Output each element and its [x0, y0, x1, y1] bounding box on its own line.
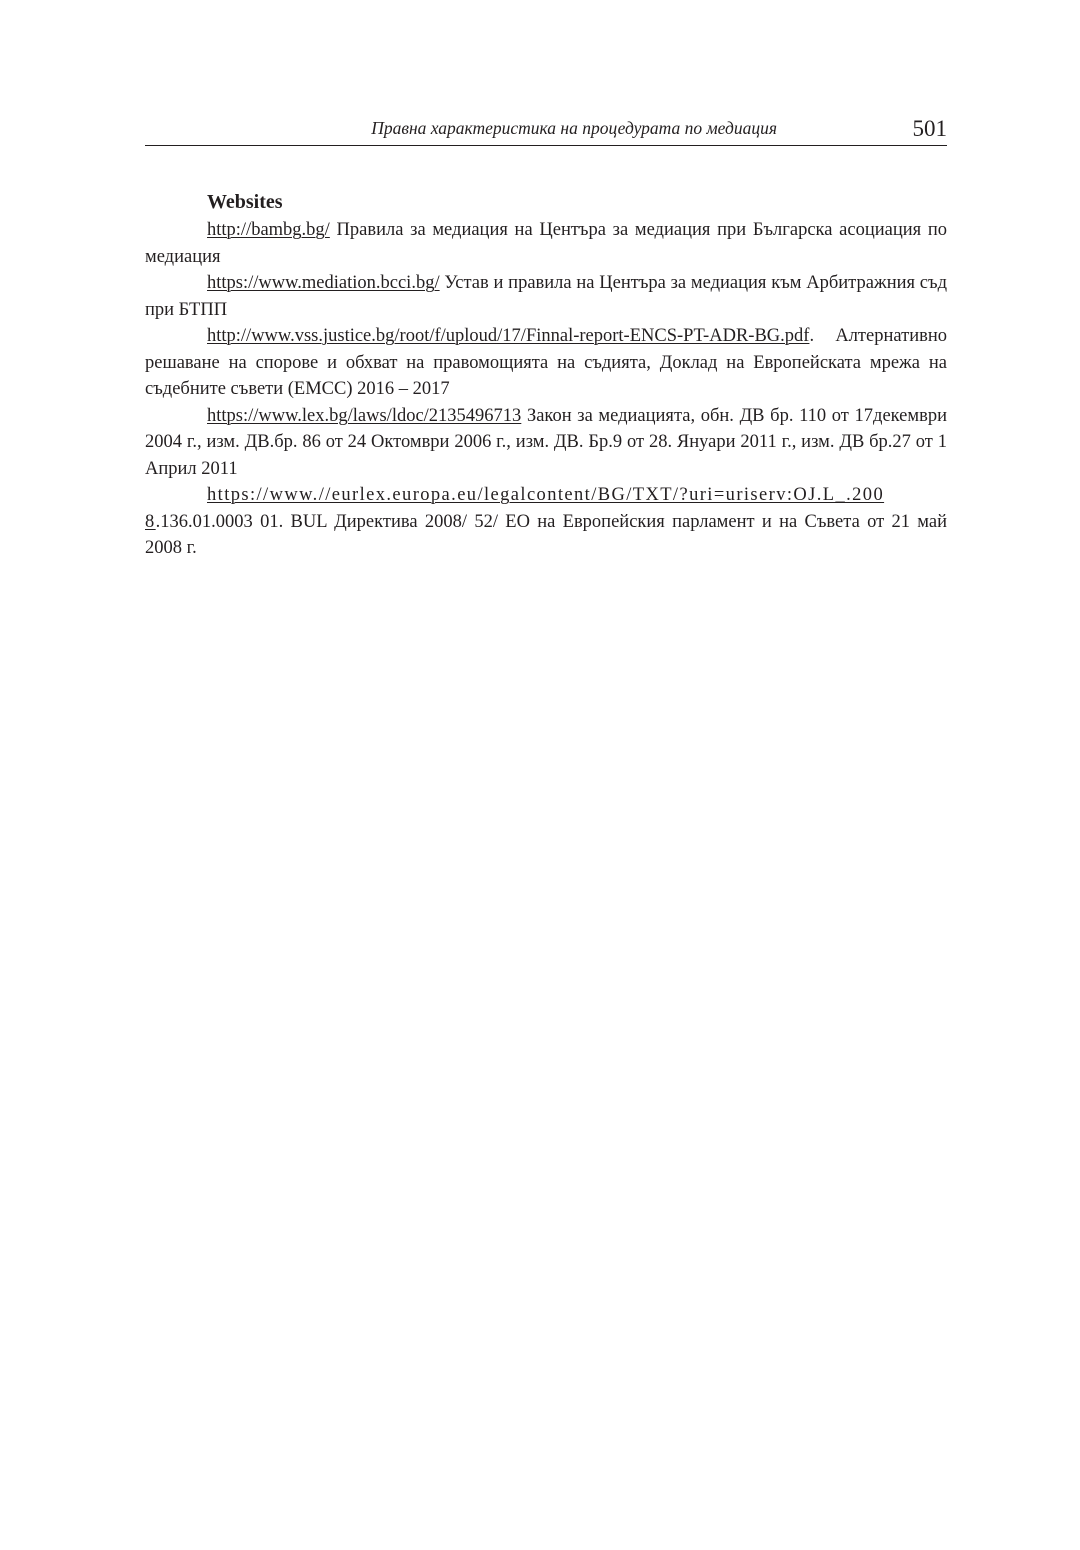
reference-entry	[145, 323, 947, 403]
running-title: Правна характеристика на процедурата по медиация	[371, 118, 777, 138]
reference-link[interactable]: http://www.vss.justice.bg/root/f/uploud/17/Finnal-report-ENCS-PT-ADR-BG.pdf	[207, 326, 810, 346]
reference-link[interactable]: https://www.//eurlex.europa.eu/legalcontent/BG/TXT/?uri=uriserv:OJ.L_.2008	[145, 485, 885, 532]
reference-entry	[145, 403, 947, 483]
reference-description: . Алтернативно решаване на спорове и обхват на правомощията на съдията, Доклад на Европейската мрежа на съдебните съвети (ЕМСС) 2016 – 2017	[145, 326, 947, 399]
reference-entry	[145, 217, 947, 270]
reference-link[interactable]: https://www.lex.bg/laws/ldoc/2135496713	[207, 405, 522, 426]
section-heading: Websites	[207, 191, 283, 213]
reference-description: Устав и правила на Центъра за медиация към Арбитражния съд при БТПП	[145, 273, 947, 320]
reference-entry	[145, 270, 947, 323]
websites-section	[145, 190, 947, 562]
reference-description: .136.01.0003 01. BUL Директива 2008/ 52/ ЕО на Европейския парламент и на Съвета от 21 май 2008 г.	[145, 511, 947, 558]
reference-entry	[145, 482, 947, 562]
reference-description: Правила за медиация на Центъра за медиация при Българска асоциация по медиация	[145, 220, 947, 267]
page-header	[145, 112, 947, 146]
reference-description: Закон за медиацията, обн. ДВ бр. 110 от 17декември 2004 г., изм. ДВ.бр. 86 от 24 Октомври 2006 г., изм. ДВ. Бр.9 от 28. Януари 2011 г., изм. ДВ бр.27 от 1 Април 2011	[145, 405, 947, 479]
reference-link[interactable]: http://bambg.bg/	[207, 220, 330, 240]
reference-link[interactable]: https://www.mediation.bcci.bg/	[207, 273, 440, 293]
page-number: 501	[912, 116, 947, 141]
